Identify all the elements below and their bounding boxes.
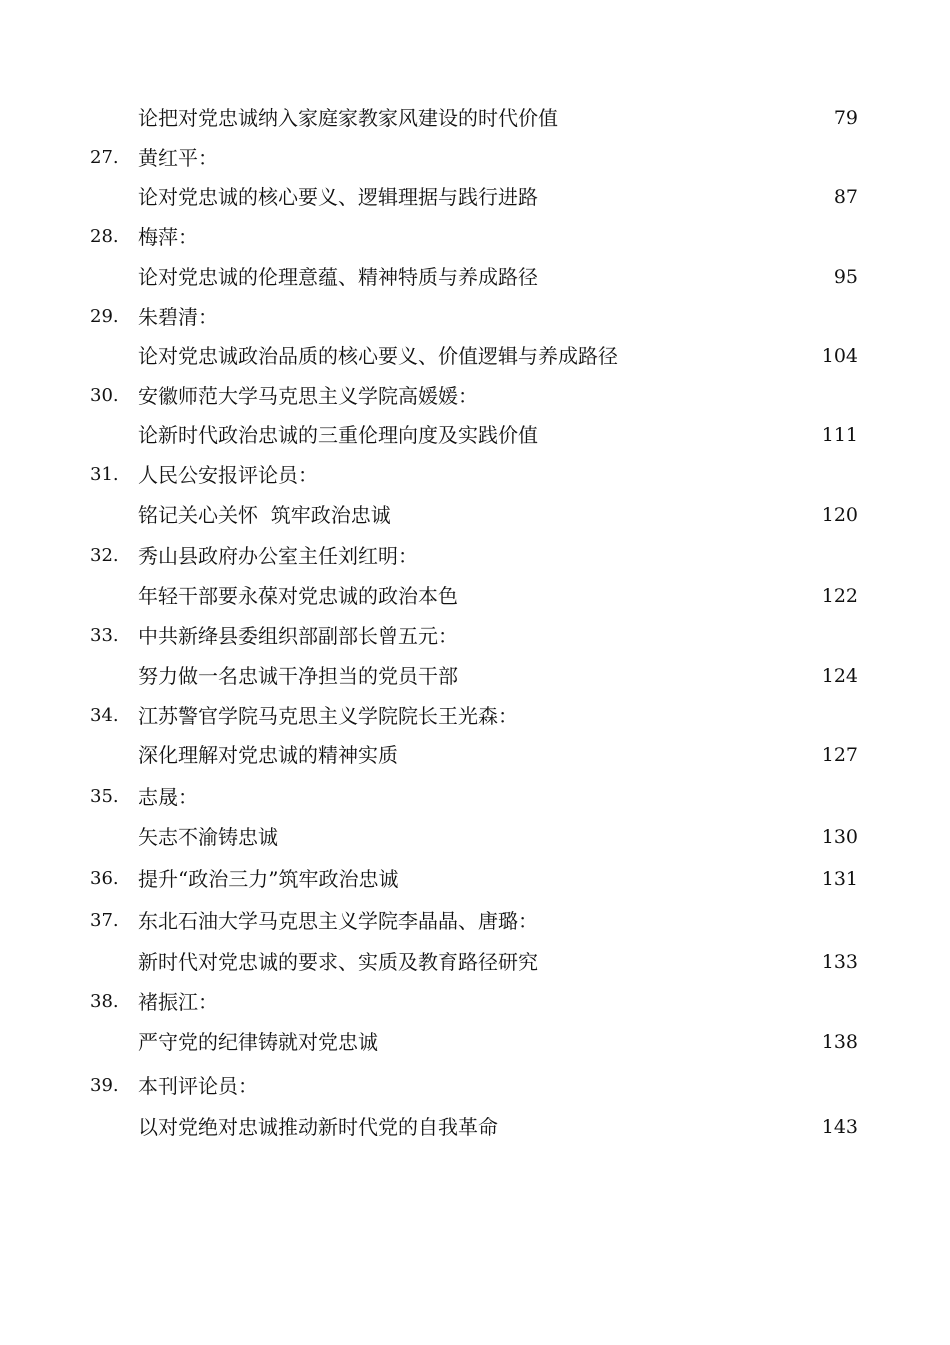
entry-page: 124 — [821, 665, 858, 687]
toc-entry-27-title-line — [0, 182, 950, 212]
toc-entry-30-title-line — [0, 420, 950, 450]
entry-title: 论对党忠诚的核心要义、逻辑理据与践行进路 — [138, 185, 538, 209]
entry-title: 论把对党忠诚纳入家庭家教家风建设的时代价值 — [138, 106, 558, 130]
entry-page: 127 — [821, 744, 858, 766]
toc-entry-37-title-line — [0, 947, 950, 977]
entry-page: 138 — [821, 1031, 858, 1053]
entry-number: 30. — [90, 385, 119, 406]
toc-entry-33-title-line — [0, 661, 950, 691]
toc-entry-34-title-line — [0, 740, 950, 770]
entry-number: 32. — [90, 545, 119, 566]
entry-author: 人民公安报评论员： — [138, 463, 318, 487]
entry-author: 梅萍： — [138, 225, 198, 249]
entry-number: 38. — [90, 991, 119, 1012]
entry-number: 33. — [90, 625, 119, 646]
toc-entry-37-author-line — [0, 906, 950, 936]
toc-entry-30-author-line — [0, 381, 950, 411]
toc-entry-35-title-line — [0, 822, 950, 852]
toc-entry-32-author-line — [0, 541, 950, 571]
entry-page: 79 — [833, 107, 858, 129]
entry-title: 论对党忠诚政治品质的核心要义、价值逻辑与养成路径 — [138, 344, 618, 368]
entry-title: 以对党绝对忠诚推动新时代党的自我革命 — [138, 1115, 498, 1139]
toc-entry-39-title-line — [0, 1112, 950, 1142]
entry-title: 努力做一名忠诚干净担当的党员干部 — [138, 664, 458, 688]
toc-entry-39-author-line — [0, 1071, 950, 1101]
toc-entry-28-author-line — [0, 222, 950, 252]
entry-title: 铭记关心关怀 筑牢政治忠诚 — [138, 503, 391, 527]
entry-page: 130 — [821, 826, 858, 848]
entry-page: 143 — [821, 1116, 858, 1138]
entry-page: 122 — [821, 585, 858, 607]
entry-author: 本刊评论员： — [138, 1074, 258, 1098]
entry-number: 39. — [90, 1075, 119, 1096]
entry-title: 矢志不渝铸忠诚 — [138, 825, 278, 849]
entry-page: 95 — [833, 266, 858, 288]
toc-entry-29-title-line — [0, 341, 950, 371]
toc-entry-38-title-line — [0, 1027, 950, 1057]
entry-number: 36. — [90, 868, 119, 889]
toc-entry-continued — [0, 103, 950, 133]
entry-page: 131 — [821, 868, 858, 890]
entry-title: 年轻干部要永葆对党忠诚的政治本色 — [138, 584, 458, 608]
toc-entry-32-title-line — [0, 581, 950, 611]
toc-entry-35-author-line — [0, 782, 950, 812]
toc-entry-31-author-line — [0, 460, 950, 490]
entry-page: 104 — [821, 345, 858, 367]
entry-author: 志晟： — [138, 785, 198, 809]
entry-author: 黄红平： — [138, 146, 218, 170]
entry-author: 东北石油大学马克思主义学院李晶晶、唐璐： — [138, 909, 538, 933]
toc-entry-29-author-line — [0, 302, 950, 332]
entry-page: 120 — [821, 504, 858, 526]
entry-title: 严守党的纪律铸就对党忠诚 — [138, 1030, 378, 1054]
toc-entry-34-author-line — [0, 701, 950, 731]
toc-entry-36-line — [0, 864, 950, 894]
entry-title: 深化理解对党忠诚的精神实质 — [138, 743, 398, 767]
entry-number: 28. — [90, 226, 119, 247]
entry-page: 111 — [821, 424, 858, 446]
entry-number: 27. — [90, 147, 119, 168]
entry-title: 新时代对党忠诚的要求、实质及教育路径研究 — [138, 950, 538, 974]
toc-entry-27-author-line — [0, 143, 950, 173]
entry-author: 江苏警官学院马克思主义学院院长王光森： — [138, 704, 518, 728]
toc-entry-28-title-line — [0, 262, 950, 292]
entry-number: 29. — [90, 306, 119, 327]
entry-title: 论对党忠诚的伦理意蕴、精神特质与养成路径 — [138, 265, 538, 289]
entry-author: 中共新绛县委组织部副部长曾五元： — [138, 624, 458, 648]
toc-entry-33-author-line — [0, 621, 950, 651]
toc-entry-31-title-line — [0, 500, 950, 530]
entry-author: 秀山县政府办公室主任刘红明： — [138, 544, 418, 568]
entry-title: 提升“政治三力”筑牢政治忠诚 — [138, 867, 399, 891]
entry-author: 朱碧清： — [138, 305, 218, 329]
entry-title: 论新时代政治忠诚的三重伦理向度及实践价值 — [138, 423, 538, 447]
toc-entry-38-author-line — [0, 987, 950, 1017]
entry-page: 133 — [821, 951, 858, 973]
entry-number: 34. — [90, 705, 119, 726]
entry-author: 安徽师范大学马克思主义学院高媛媛： — [138, 384, 478, 408]
entry-author: 褚振江： — [138, 990, 218, 1014]
entry-number: 37. — [90, 910, 119, 931]
entry-number: 31. — [90, 464, 119, 485]
entry-page: 87 — [833, 186, 858, 208]
entry-number: 35. — [90, 786, 119, 807]
